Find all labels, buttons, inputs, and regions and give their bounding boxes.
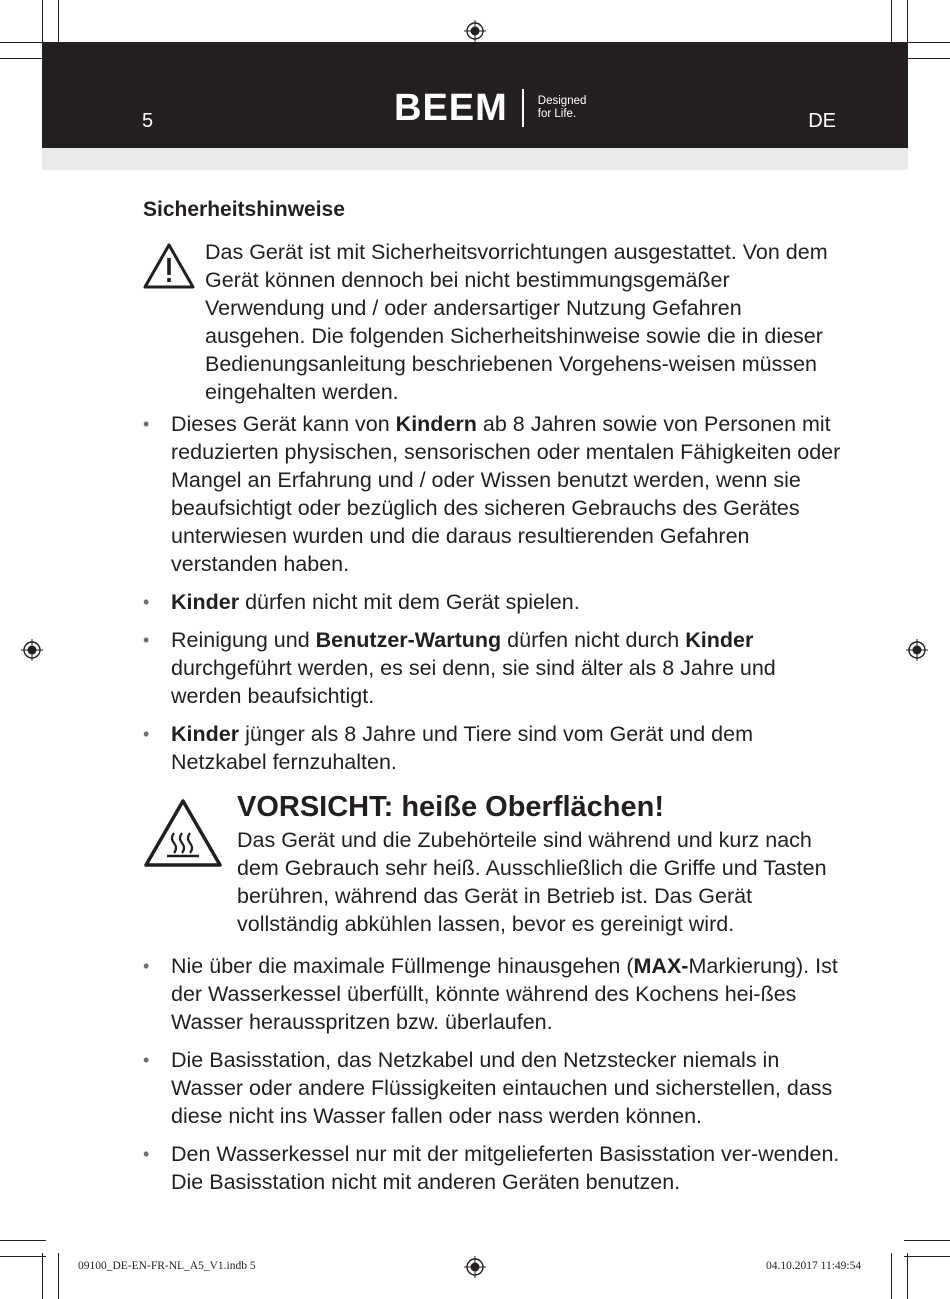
- footer-timestamp: 04.10.2017 11:49:54: [766, 1260, 862, 1272]
- registration-mark-icon: [906, 639, 928, 661]
- page-content: [143, 196, 843, 1206]
- crop-mark: [891, 1253, 892, 1299]
- crop-mark: [0, 1256, 46, 1257]
- crop-mark: [907, 0, 908, 46]
- list-item: • Die Basisstation, das Netzkabel und den Netzstecker niemals in Wasser oder andere Flüssigkeiten eintauchen und sicherstellen, dass diese nicht ins Wasser fallen oder nass werden können.: [143, 1046, 843, 1130]
- crop-mark: [58, 1253, 59, 1299]
- logo-wordmark: BEEM: [394, 86, 508, 129]
- crop-mark: [891, 0, 892, 46]
- registration-mark-icon: [464, 1256, 486, 1278]
- page-header: [42, 42, 908, 148]
- language-code: DE: [808, 110, 836, 132]
- crop-mark: [904, 42, 950, 43]
- warning-block: [143, 238, 843, 406]
- crop-mark: [0, 58, 46, 59]
- crop-mark: [0, 1240, 46, 1241]
- list-item: • Kinder dürfen nicht mit dem Gerät spielen.: [143, 588, 843, 616]
- caution-title: VORSICHT: heiße Oberflächen!: [237, 791, 665, 823]
- list-item: • Den Wasserkessel nur mit der mitgelieferten Basisstation ver-wenden. Die Basisstation nicht mit anderen Geräten benutzen.: [143, 1140, 843, 1196]
- list-item: • Kinder jünger als 8 Jahre und Tiere sind vom Gerät und dem Netzkabel fernzuhalten.: [143, 720, 843, 776]
- registration-mark-icon: [21, 639, 43, 661]
- crop-mark: [58, 0, 59, 46]
- crop-mark: [904, 1256, 950, 1257]
- crop-mark: [904, 58, 950, 59]
- page-number: 5: [142, 110, 154, 132]
- header-strip: [42, 148, 908, 170]
- caution-body: [237, 790, 843, 938]
- footer-filename: 09100_DE-EN-FR-NL_A5_V1.indb 5: [78, 1260, 256, 1272]
- logo-divider: [522, 89, 524, 127]
- crop-mark: [904, 1240, 950, 1241]
- caution-text: Das Gerät und die Zubehörteile sind während und kurz nach dem Gebrauch sehr heiß. Ausschließlich die Griffe und Tasten berühren, während das Gerät in Betrieb ist. Das Gerät vollständig abkühlen lassen, bevor es gereinigt wird.: [237, 828, 827, 936]
- caution-block: [143, 790, 843, 938]
- list-item: • Nie über die maximale Füllmenge hinausgehen (MAX-Markierung). Ist der Wasserkessel überfüllt, könnte während des Kochens hei-ßes Wasser herausspritzen bzw. überlaufen.: [143, 952, 843, 1036]
- crop-mark: [42, 1253, 43, 1299]
- safety-list: [143, 952, 843, 1196]
- section-heading: Sicherheitshinweise: [143, 198, 345, 221]
- crop-mark: [0, 42, 46, 43]
- warning-text: Das Gerät ist mit Sicherheitsvorrichtungen ausgestattet. Von dem Gerät können dennoch bei nicht bestimmungsgemäßer Verwendung und / oder andersartiger Nutzung Gefahren ausgehen. Die folgenden Sicherheitshinweise sowie die in dieser Bedienungsanleitung beschriebenen Vorgehens-weisen müssen eingehalten werden.: [205, 240, 828, 404]
- crop-mark: [907, 1253, 908, 1299]
- logo-tagline: Designed for Life.: [537, 95, 587, 120]
- beem-logo: [394, 84, 586, 132]
- list-item: • Reinigung und Benutzer-Wartung dürfen nicht durch Kinder durchgeführt werden, es sei denn, sie sind älter als 8 Jahre und werden beaufsichtigt.: [143, 626, 843, 710]
- list-item: • Dieses Gerät kann von Kindern ab 8 Jahren sowie von Personen mit reduzierten physischen, sensorischen oder mentalen Fähigkeiten oder Mangel an Erfahrung und / oder Wissen benutzt werden, wenn sie beaufsichtigt oder bezüglich des sicheren Gebrauchs des Gerätes unterwiesen wurden und die daraus resultierenden Gefahren verstanden haben.: [143, 410, 843, 578]
- crop-mark: [42, 0, 43, 46]
- registration-mark-icon: [464, 20, 486, 42]
- hot-surface-icon: [143, 798, 223, 868]
- warning-triangle-icon: [143, 242, 195, 290]
- safety-list: [143, 410, 843, 776]
